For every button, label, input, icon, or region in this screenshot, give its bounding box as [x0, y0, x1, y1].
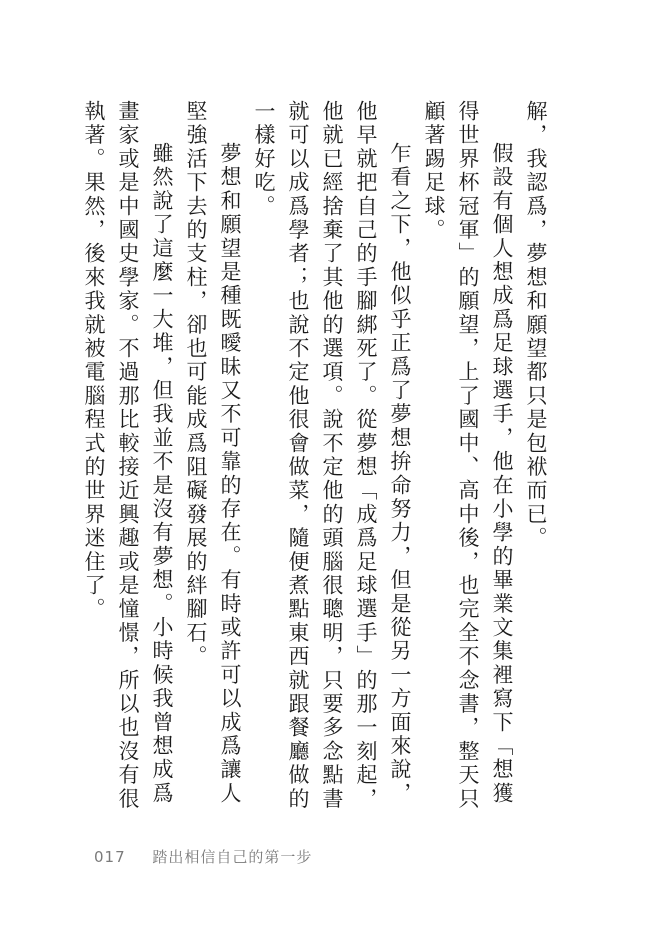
paragraph-soccer-dream: 假設有個人想成爲足球選手，他在小學的畢業文集裡寫下「想獲得世界杯冠軍」的願望，上了國中、高中後，也完全不念書，整天只顧著踢足球。 — [422, 100, 514, 811]
paragraph-dream-nature: 夢想和願望是種既曖昧又不可靠的存在。有時或許可以成爲讓人堅強活下去的支柱，卻也可能成爲阻礙發展的絆腳石。 — [184, 100, 242, 806]
paragraph-author-dream: 雖然說了這麼一大堆，但我並不是沒有夢想。小時候我曾想成爲畫家或是中國史學家。不過那比較接近興趣或是憧憬，所以也沒有很執著。果然，後來我就被電腦程式的世界迷住了。 — [82, 100, 174, 811]
paragraph-tied-hands: 乍看之下，他似乎正爲了夢想拚命努力，但是從另一方面來說，他早就把自己的手腳綁死了。從夢想「成爲足球選手」的那一刻起，他就已經捨棄了其他的選項。說不定他的頭腦很聰明，只要多念點書就可以成爲學者；也說不定他很會做菜，隨便煮點東西就跟餐廳做的一樣好吃。 — [252, 100, 412, 811]
paragraph-continued: 解，我認爲，夢想和願望都只是包袱而已。 — [524, 100, 548, 551]
running-title: 踏出相信自己的第一步 — [152, 848, 313, 866]
vertical-text-block — [82, 100, 553, 815]
page-number: 017 — [94, 848, 126, 866]
page-footer — [94, 846, 312, 867]
